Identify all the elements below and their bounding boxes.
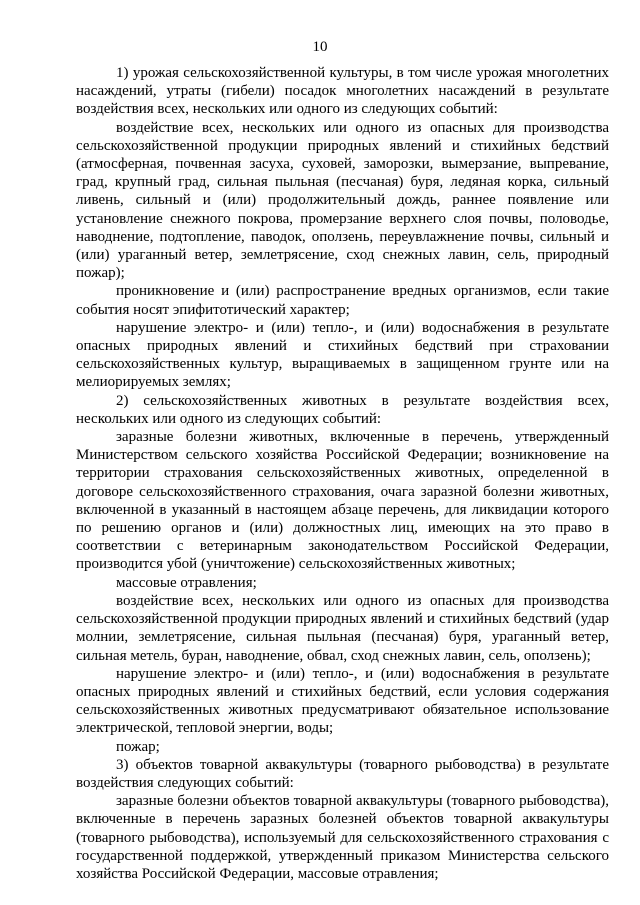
paragraph-8: воздействие всех, нескольких или одного из опасных для производства сельскохозяйственной продукции природных явлений и стихийных бедствий (удар молнии, землетрясение, сильная пыльная (песчаная) буря, ураганный ветер, сильная метель, буран, наводнение, обвал, сход снежных лавин, сель, оползень); [76,592,609,664]
paragraph-3: проникновение и (или) распространение вредных организмов, если такие события носят эпифитотический характер; [76,283,609,318]
paragraph-6: заразные болезни животных, включенные в перечень, утвержденный Министерством сельского хозяйства Российской Федерации; возникновение на территории страхования сельскохозяйственных животных, определенной в договоре сельскохозяйственного страхования, очага заразной болезни животных, включенной в указанный в настоящем абзаце перечень, для ликвидации которого по решению органов и (или) должностных лиц, имеющих на это право в соответствии с ветеринарным законодательством Российской Федерации, производится убой (уничтожение) сельскохозяйственных животных; [76,429,609,573]
paragraph-10: пожар; [116,738,160,755]
paragraph-7: массовые отравления; [116,574,257,591]
paragraph-9: нарушение электро- и (или) тепло-, и (или) водоснабжения в результате опасных природных явлений и стихийных бедствий, если условия содержания сельскохозяйственных животных предусматривают обязательное использование электрической, тепловой энергии, воды; [76,665,609,737]
paragraph-12: заразные болезни объектов товарной аквакультуры (товарного рыбоводства), включенные в перечень заразных болезней объектов товарной аквакультуры (товарного рыбоводства), используемый для сельскохозяйственного страхования с государственной поддержкой, утвержденный приказом Министерства сельского хозяйства Российской Федерации, массовые отравления; [76,793,609,882]
page-number: 10 [312,39,328,55]
paragraph-5: 2) сельскохозяйственных животных в результате воздействия всех, нескольких или одного из следующих событий: [76,392,609,427]
paragraph-11: 3) объектов товарной аквакультуры (товарного рыбоводства) в результате воздействия следующих событий: [76,756,609,791]
paragraph-2: воздействие всех, нескольких или одного из опасных для производства сельскохозяйственной продукции природных явлений и стихийных бедствий (атмосферная, почвенная засуха, суховей, заморозки, вымерзание, выпревание, град, крупный град, сильная пыльная (песчаная) буря, ледяная корка, сильный ливень, сильный и (или) продолжительный дождь, раннее появление или установление снежного покрова, промерзание верхнего слоя почвы, половодье, наводнение, подтопление, паводок, оползень, переувлажнение почвы, сильный и (или) ураганный ветер, землетрясение, сход снежных лавин, сель, природный пожар); [76,119,609,282]
paragraph-4: нарушение электро- и (или) тепло-, и (или) водоснабжения в результате опасных природных явлений и стихийных бедствий при страховании сельскохозяйственных культур, выращиваемых в защищенном грунте или на мелиорируемых землях; [76,319,609,391]
document-body [76,64,609,883]
paragraph-1: 1) урожая сельскохозяйственной культуры, в том числе урожая многолетних насаждений, утраты (гибели) посадок многолетних насаждений в результате воздействия всех, нескольких или одного из следующих событий: [76,65,609,118]
